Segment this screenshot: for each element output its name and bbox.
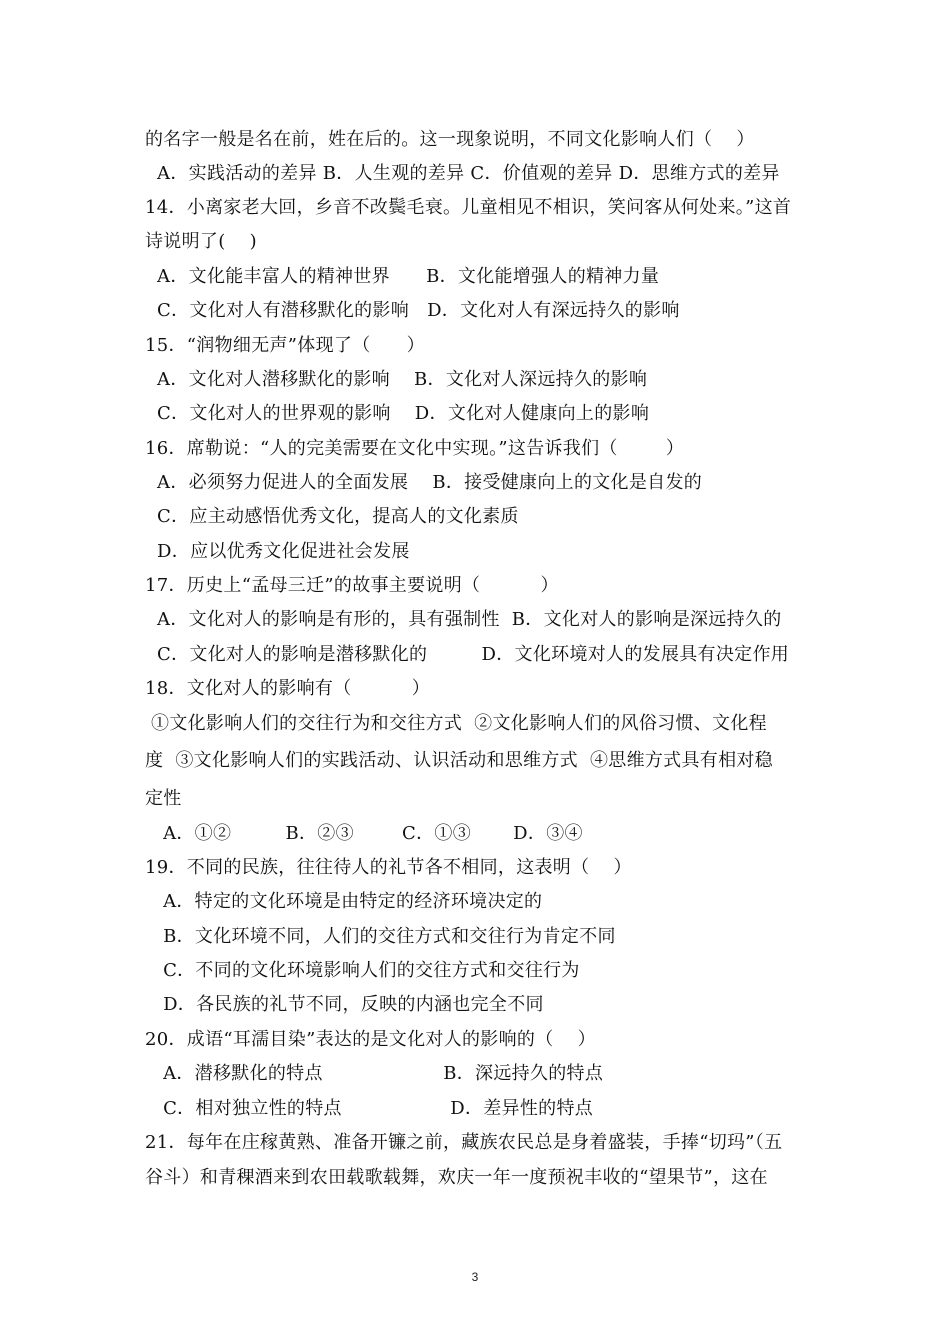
- q18-items: ①文化影响人们的交往行为和交往方式 ②文化影响人们的风俗习惯、文化程: [145, 713, 767, 734]
- q14-stem: 14．小离家老大回，乡音不改鬓毛衰。儿童相见不相识，笑问客从何处来。”这首: [145, 197, 792, 218]
- q19-option-c: C．不同的文化环境影响人们的交往方式和交往行为: [145, 960, 580, 981]
- q16-option-d: D．应以优秀文化促进社会发展: [145, 541, 410, 562]
- q19-stem: 19．不同的民族，往往待人的礼节各不相同，这表明（ ）: [145, 857, 632, 878]
- q14-options-cd: C．文化对人有潜移默化的影响 D．文化对人有深远持久的影响: [145, 300, 680, 321]
- q15-options-cd: C．文化对人的世界观的影响 D．文化对人健康向上的影响: [145, 403, 650, 424]
- q19-option-d: D．各民族的礼节不同，反映的内涵也完全不同: [145, 994, 544, 1015]
- q14-stem-cont: 诗说明了( ): [145, 231, 257, 252]
- q17-stem: 17．历史上“孟母三迁”的故事主要说明（ ）: [145, 575, 559, 596]
- q14-options-ab: A．文化能丰富人的精神世界 B．文化能增强人的精神力量: [145, 266, 660, 287]
- q21-stem-cont: 谷斗）和青稞酒来到农田载歌载舞，欢庆一年一度预祝丰收的“望果节”，这在: [145, 1167, 768, 1188]
- q16-stem: 16．席勒说：“人的完美需要在文化中实现。”这告诉我们（ ）: [145, 438, 685, 459]
- q21-stem: 21．每年在庄稼黄熟、准备开镰之前，藏族农民总是身着盛装，手捧“切玛”（五: [145, 1132, 783, 1153]
- q16-options-ab: A．必须努力促进人的全面发展 B．接受健康向上的文化是自发的: [145, 472, 703, 493]
- q20-options-ab: A．潜移默化的特点 B．深远持久的特点: [145, 1063, 604, 1084]
- text-line: 的名字一般是名在前，姓在后的。这一现象说明，不同文化影响人们（ ）: [145, 129, 755, 150]
- q13-options: A．实践活动的差异 B．人生观的差异 C．价值观的差异 D．思维方式的差异: [145, 163, 780, 184]
- q20-options-cd: C．相对独立性的特点 D．差异性的特点: [145, 1098, 594, 1119]
- q15-stem: 15．“润物细无声”体现了（ ）: [145, 335, 425, 356]
- q18-items-end: 定性: [145, 788, 182, 809]
- q19-option-b: B．文化环境不同，人们的交往方式和交往行为肯定不同: [145, 926, 616, 947]
- q18-options: A．①② B．②③ C．①③ D．③④: [145, 823, 583, 844]
- page-number: 3: [471, 1270, 479, 1284]
- q15-options-ab: A．文化对人潜移默化的影响 B．文化对人深远持久的影响: [145, 369, 648, 390]
- q19-option-a: A．特定的文化环境是由特定的经济环境决定的: [145, 891, 543, 912]
- q16-option-c: C．应主动感悟优秀文化，提高人的文化素质: [145, 506, 519, 527]
- q18-items-cont: 度 ③文化影响人们的实践活动、认识活动和思维方式 ④思维方式具有相对稳: [145, 750, 773, 771]
- q20-stem: 20．成语“耳濡目染”表达的是文化对人的影响的（ ）: [145, 1029, 596, 1050]
- q17-options-ab: A．文化对人的影响是有形的，具有强制性 B．文化对人的影响是深远持久的: [145, 609, 782, 630]
- q17-options-cd: C．文化对人的影响是潜移默化的 D．文化环境对人的发展具有决定作用: [145, 644, 790, 665]
- q18-stem: 18．文化对人的影响有（ ）: [145, 678, 431, 699]
